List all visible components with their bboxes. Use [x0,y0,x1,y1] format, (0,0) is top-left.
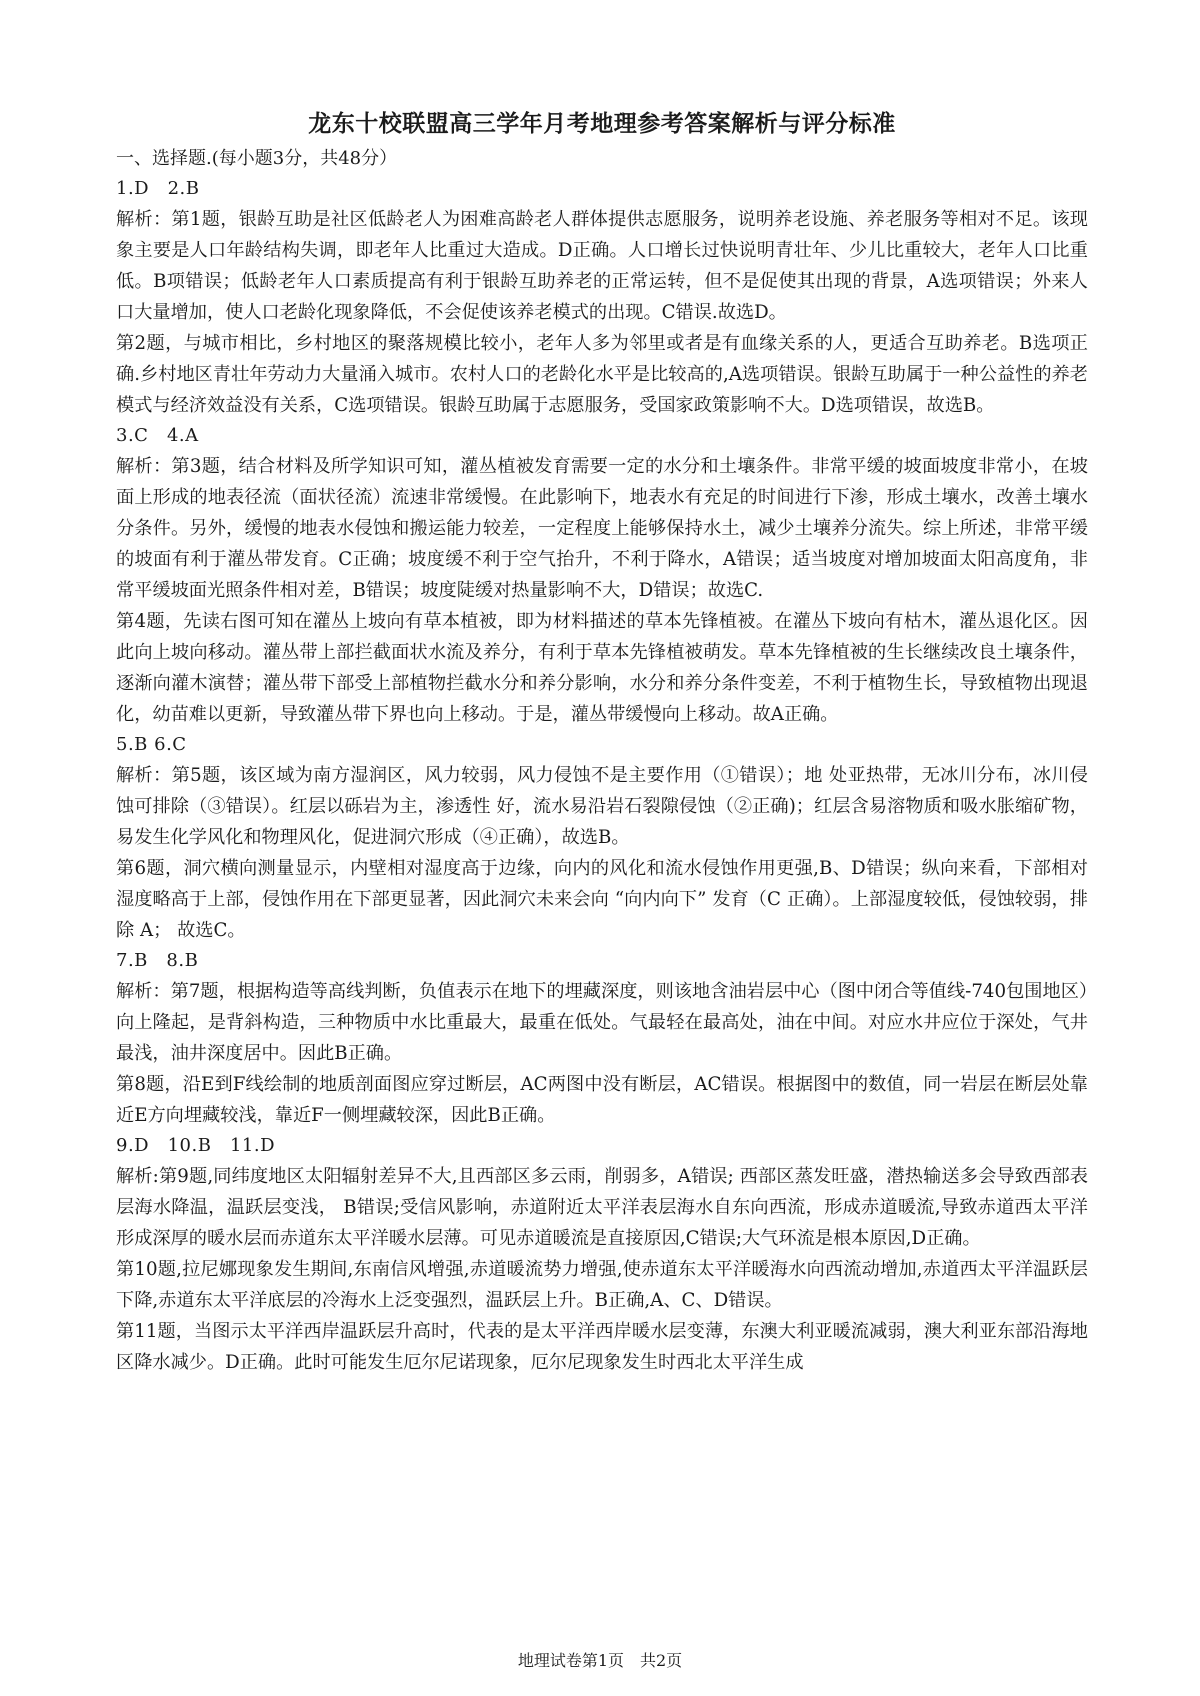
answer-key: 7.B 8.B [116,950,199,971]
question-group-3-4 [116,421,1088,730]
explanation-paragraph: 第6题，洞穴横向测量显示，内壁相对湿度高于边缘，向内的风化和流水侵蚀作用更强,B、D错误；纵向来看，下部相对湿度略高于上部，侵蚀作用在下部更显著，因此洞穴未来会向 “向内向下” 发育（C 正确）。上部湿度较低，侵蚀较弱，排除 A； 故选C。 [116,858,1088,941]
explanation-paragraph: 第11题，当图示太平洋西岸温跃层升高时，代表的是太平洋西岸暖水层变薄，东澳大利亚暖流减弱，澳大利亚东部沿海地区降水减少。D正确。此时可能发生厄尔尼诺现象，厄尔尼现象发生时西北太平洋生成 [116,1321,1088,1373]
explanation-paragraph: 解析：第1题，银龄互助是社区低龄老人为困难高龄老人群体提供志愿服务，说明养老设施、养老服务等相对不足。该现象主要是人口年龄结构失调，即老年人比重过大造成。D正确。人口增长过快说明青壮年、少儿比重较大，老年人口比重低。B项错误；低龄老年人口素质提高有利于银龄互助养老的正常运转，但不是促使其出现的背景，A选项错误；外来人口大量增加，使人口老龄化现象降低，不会促使该养老模式的出现。C错误.故选D。 [116,209,1088,323]
answer-key: 5.B 6.C [116,734,187,755]
explanation-paragraph: 第8题，沿E到F线绘制的地质剖面图应穿过断层，AC两图中没有断层，AC错误。根据图中的数值，同一岩层在断层处靠近E方向埋藏较浅，靠近F一侧埋藏较深，因此B正确。 [116,1074,1088,1126]
explanation-paragraph: 解析：第5题，该区域为南方湿润区，风力较弱，风力侵蚀不是主要作用（①错误）；地 处亚热带，无冰川分布，冰川侵蚀可排除（③错误）。红层以砾岩为主，渗透性 好，流水易沿岩石裂隙侵蚀（②正确)；红层含易溶物质和吸水胀缩矿物，易发生化学风化和物理风化，促进洞穴形成（④正确），故选B。 [116,765,1088,848]
page-footer: 地理试卷第1页 共2页 [517,1651,683,1670]
explanation-paragraph: 第4题，先读右图可知在灌丛上坡向有草本植被，即为材料描述的草本先锋植被。在灌丛下坡向有枯木，灌丛退化区。因此向上坡向移动。灌丛带上部拦截面状水流及养分，有利于草本先锋植被萌发。草本先锋植被的生长继续改良土壤条件，逐渐向灌木演替；灌丛带下部受上部植物拦截水分和养分影响，水分和养分条件变差，不利于植物生长，导致植物出现退化，幼苗难以更新，导致灌丛带下界也向上移动。于是，灌丛带缓慢向上移动。故A正确。 [116,611,1088,725]
explanation-paragraph: 解析:第9题,同纬度地区太阳辐射差异不大,且西部区多云雨，削弱多，A错误; 西部区蒸发旺盛，潜热输送多会导致西部表层海水降温，温跃层变浅， B错误;受信风影响，赤道附近太平洋表层海水自东向西流，形成赤道暖流,导致赤道西太平洋形成深厚的暖水层而赤道东太平洋暖水层薄。可见赤道暖流是直接原因,C错误;大气环流是根本原因,D正确。 [116,1166,1088,1249]
explanation-paragraph: 第2题，与城市相比，乡村地区的聚落规模比较小，老年人多为邻里或者是有血缘关系的人，更适合互助养老。B选项正确.乡村地区青壮年劳动力大量涌入城市。农村人口的老龄化水平是比较高的,A选项错误。银龄互助属于一种公益性的养老模式与经济效益没有关系，C选项错误。银龄互助属于志愿服务，受国家政策影响不大。D选项错误，故选B。 [116,333,1088,416]
question-group-9-11 [116,1131,1088,1378]
answer-key: 9.D 10.B 11.D [116,1135,276,1156]
question-group-1-2 [116,174,1088,421]
explanation-paragraph: 解析：第7题，根据构造等高线判断，负值表示在地下的埋藏深度，则该地含油岩层中心（图中闭合等值线-740包围地区）向上隆起，是背斜构造，三种物质中水比重最大，最重在低处。气最轻在最高处，油在中间。对应水井应位于深处，气井最浅，油井深度居中。因此B正确。 [116,981,1088,1064]
document-title: 龙东十校联盟高三学年月考地理参考答案解析与评分标准 [308,110,896,137]
answer-key: 3.C 4.A [116,425,199,446]
answer-key: 1.D 2.B [116,178,200,199]
question-group-5-6 [116,730,1088,946]
section-heading: 一、选择题.(每小题3分，共48分） [116,148,398,169]
question-group-7-8 [116,946,1088,1131]
explanation-paragraph: 解析：第3题，结合材料及所学知识可知，灌丛植被发育需要一定的水分和土壤条件。非常平缓的坡面坡度非常小，在坡面上形成的地表径流（面状径流）流速非常缓慢。在此影响下，地表水有充足的时间进行下渗，形成土壤水，改善土壤水分条件。另外，缓慢的地表水侵蚀和搬运能力较差，一定程度上能够保持水土，减少土壤养分流失。综上所述，非常平缓的坡面有利于灌丛带发育。C正确；坡度缓不利于空气抬升，不利于降水，A错误；适当坡度对增加坡面太阳高度角，非常平缓坡面光照条件相对差，B错误；坡度陡缓对热量影响不大，D错误；故选C. [116,456,1088,601]
explanation-paragraph: 第10题,拉尼娜现象发生期间,东南信风增强,赤道暖流势力增强,使赤道东太平洋暖海水向西流动增加,赤道西太平洋温跃层下降,赤道东太平洋底层的冷海水上泛变强烈，温跃层上升。B正确,A、C、D错误。 [116,1259,1088,1311]
